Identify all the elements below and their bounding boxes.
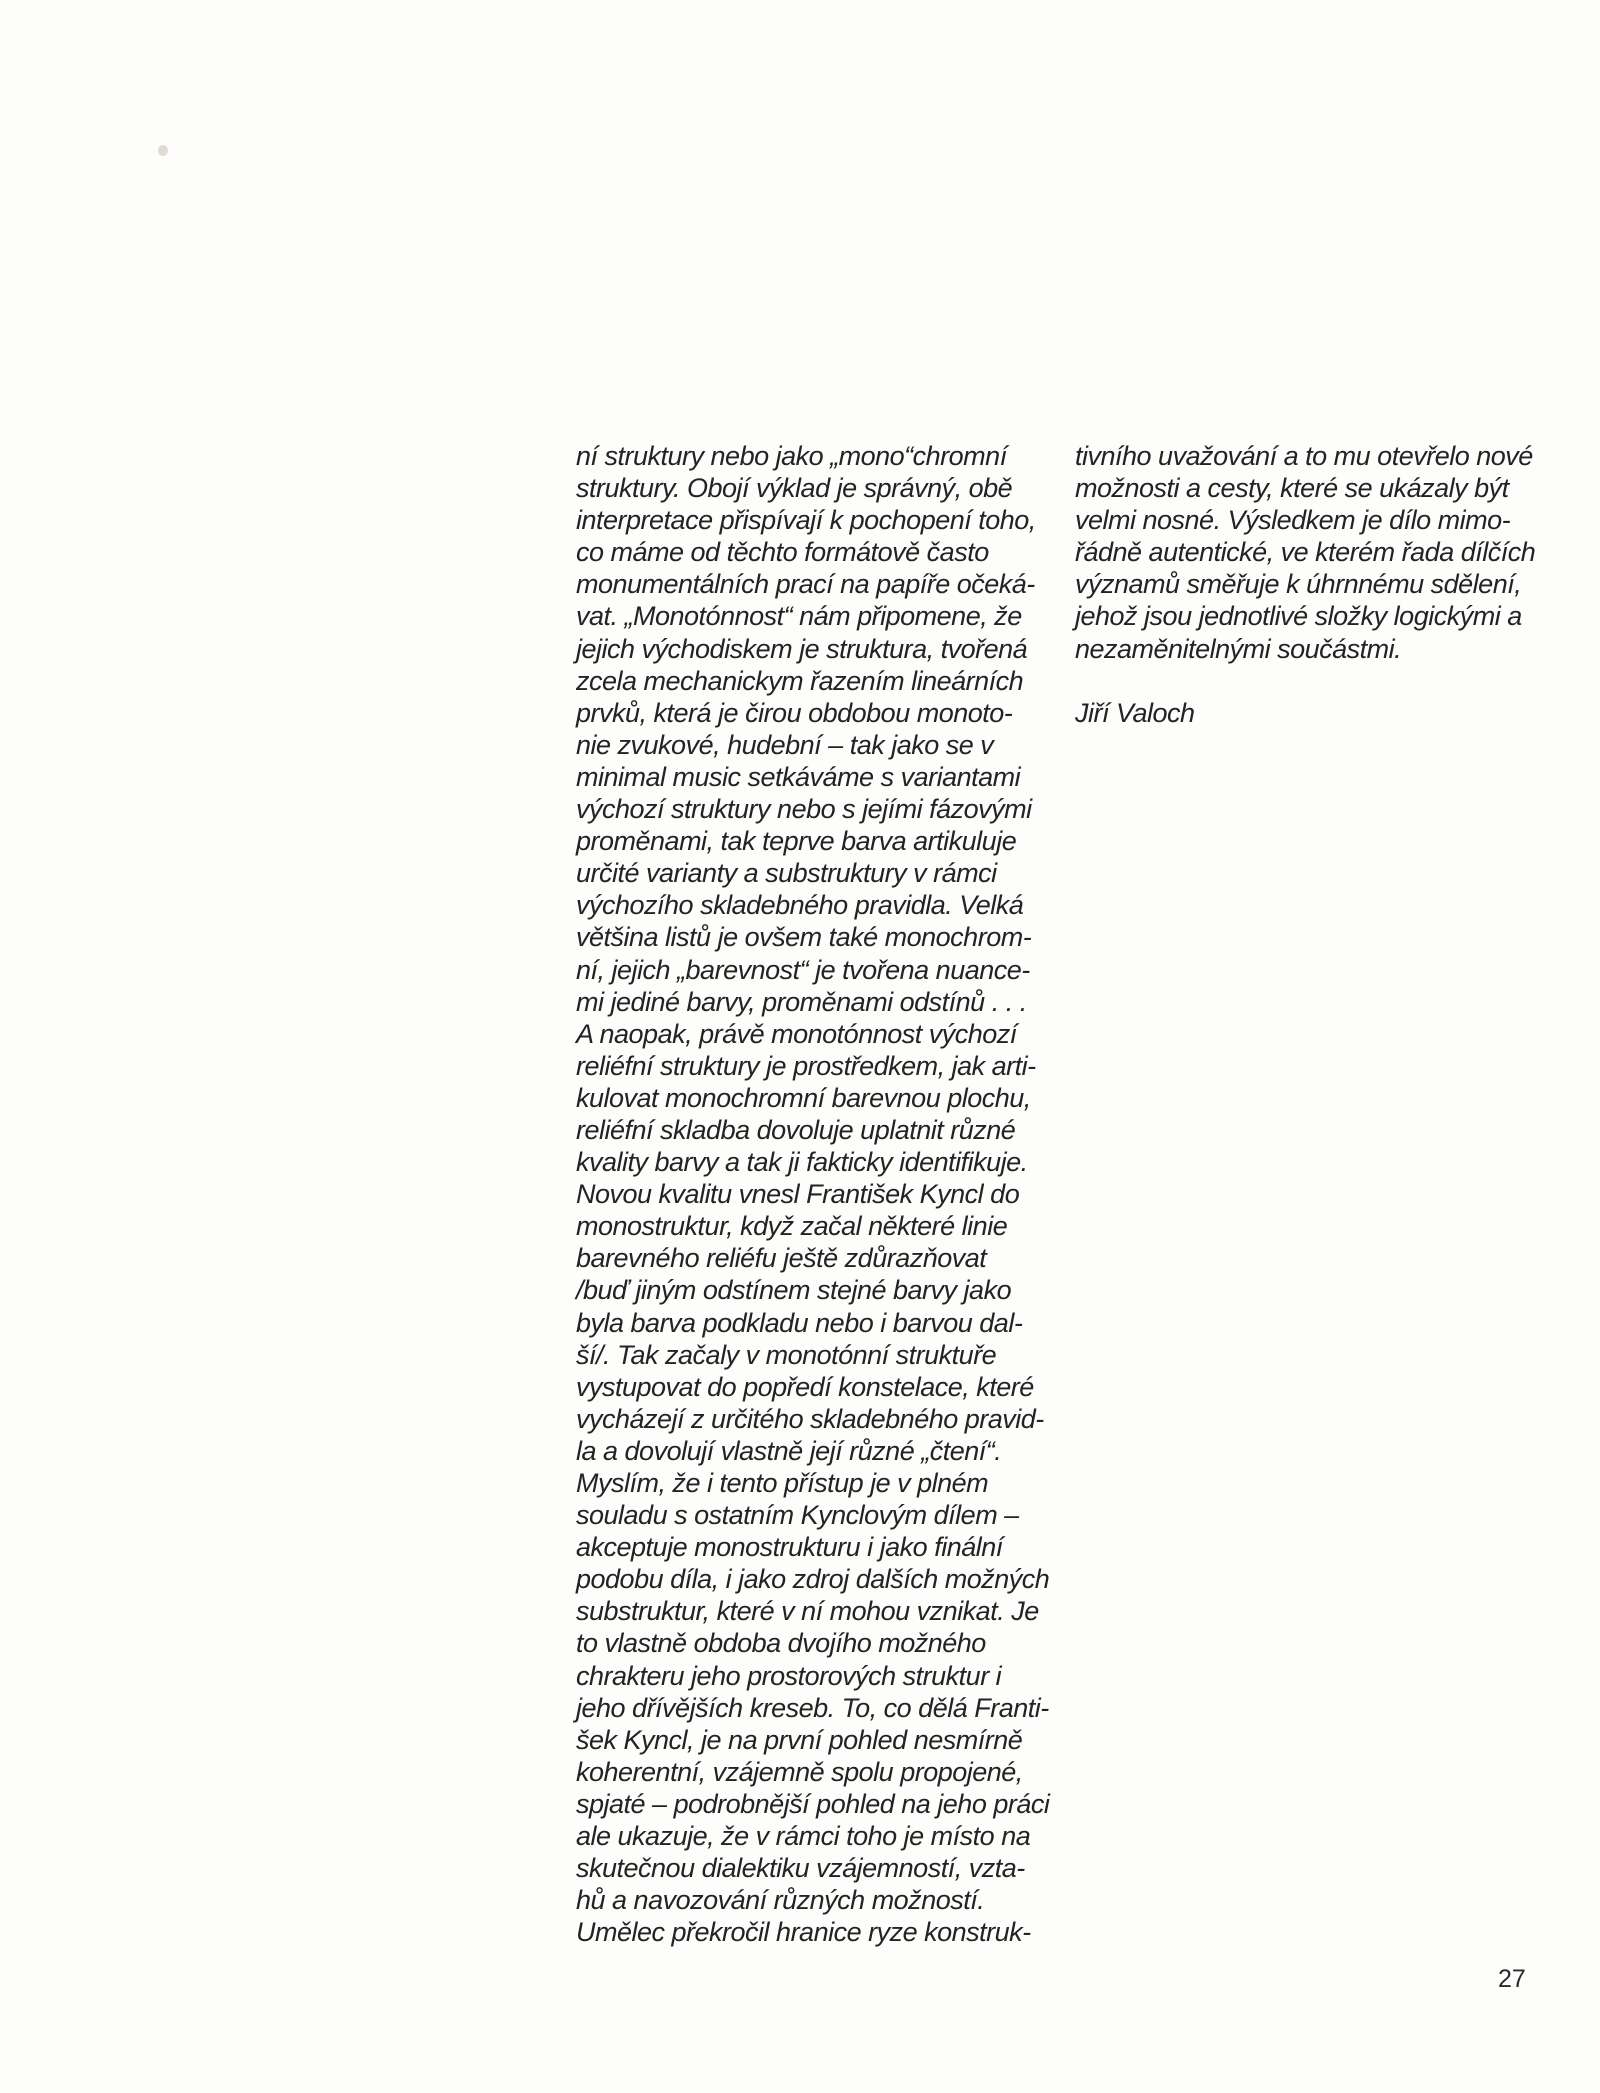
text-line: určité varianty a substruktury v rámci bbox=[576, 858, 997, 889]
text-line: výchozího skladebného pravidla. Velká bbox=[576, 890, 1024, 921]
left-text-column bbox=[576, 440, 1076, 1948]
text-line: mi jediné barvy, proměnami odstínů . . . bbox=[576, 986, 1027, 1017]
text-line: to vlastně obdoba dvojího možného bbox=[576, 1628, 986, 1659]
text-line: možnosti a cesty, které se ukázaly být bbox=[1075, 473, 1509, 504]
text-line: co máme od těchto formátově často bbox=[576, 537, 989, 568]
text-line: barevného reliéfu ještě zdůrazňovat bbox=[576, 1243, 987, 1274]
paper-speck bbox=[158, 145, 168, 156]
text-line: šek Kyncl, je na první pohled nesmírně bbox=[576, 1724, 1023, 1755]
text-line: monostruktur, když začal některé linie bbox=[576, 1211, 1008, 1242]
text-line: nie zvukové, hudební – tak jako se v bbox=[576, 729, 994, 760]
text-line: reliéfní struktury je prostředkem, jak arti- bbox=[576, 1050, 1036, 1081]
text-line: Novou kvalitu vnesl František Kyncl do bbox=[576, 1179, 1020, 1210]
text-line: ní struktury nebo jako „mono“chromní bbox=[576, 441, 1007, 471]
text-line: řádně autentické, ve kterém řada dílčích bbox=[1075, 537, 1536, 568]
text-line: la a dovolují vlastně její různé „čtení“. bbox=[576, 1435, 1002, 1466]
text-line: velmi nosné. Výsledkem je dílo mimo- bbox=[1075, 505, 1511, 536]
text-line: vycházejí z určitého skladebného pravid- bbox=[576, 1403, 1044, 1434]
text-line: výchozí struktury nebo s jejími fázovými bbox=[576, 794, 1032, 825]
text-line: jeho dřívějších kreseb. To, co dělá Franti- bbox=[576, 1692, 1049, 1723]
text-line: A naopak, právě monotónnost výchozí bbox=[576, 1018, 1017, 1049]
text-line: struktury. Obojí výklad je správný, obě bbox=[576, 473, 1013, 504]
text-line: kvality barvy a tak ji fakticky identifikuje. bbox=[576, 1147, 1028, 1178]
text-line: monumentálních prací na papíře očeká- bbox=[576, 569, 1035, 600]
text-line: Umělec překročil hranice ryze konstruk- bbox=[576, 1917, 1031, 1948]
author-signature: Jiří Valoch bbox=[1075, 697, 1195, 728]
text-line: minimal music setkáváme s variantami bbox=[576, 761, 1021, 792]
text-line: souladu s ostatním Kynclovým dílem – bbox=[576, 1500, 1019, 1531]
text-line: ší/. Tak začaly v monotónní struktuře bbox=[576, 1339, 997, 1370]
text-line: proměnami, tak teprve barva artikuluje bbox=[576, 826, 1017, 857]
text-line: významů směřuje k úhrnnému sdělení, bbox=[1075, 569, 1522, 600]
text-line: byla barva podkladu nebo i barvou dal- bbox=[576, 1307, 1023, 1338]
text-line: většina listů je ovšem také monochrom- bbox=[576, 922, 1032, 953]
text-line: tivního uvažování a to mu otevřelo nové bbox=[1075, 441, 1533, 471]
text-line: ale ukazuje, že v rámci toho je místo na bbox=[576, 1821, 1031, 1852]
text-line: hů a navozování různých možností. bbox=[576, 1885, 985, 1916]
text-line: /buď jiným odstínem stejné barvy jako bbox=[576, 1275, 1012, 1306]
text-line: interpretace přispívají k pochopení toho, bbox=[576, 505, 1036, 536]
text-line: spjaté – podrobnější pohled na jeho práci bbox=[576, 1788, 1050, 1819]
text-line: Myslím, že i tento přístup je v plném bbox=[576, 1468, 989, 1498]
text-line: zcela mechanickym řazením lineárních bbox=[576, 665, 1024, 696]
text-line: jejich východiskem je struktura, tvořená bbox=[576, 633, 1028, 664]
text-line: ní, jejich „barevnost“ je tvořena nuance- bbox=[576, 954, 1030, 985]
text-line: nezaměnitelnými součástmi. bbox=[1075, 633, 1402, 664]
text-line: vat. „Monotónnost“ nám připomene, že bbox=[576, 601, 1022, 632]
text-line: vystupovat do popředí konstelace, které bbox=[576, 1371, 1034, 1402]
text-line: koherentní, vzájemně spolu propojené, bbox=[576, 1756, 1023, 1787]
text-line: podobu díla, i jako zdroj dalších možných bbox=[576, 1564, 1050, 1595]
text-line: jehož jsou jednotlivé složky logickými a bbox=[1075, 601, 1522, 632]
text-line: substruktur, které v ní mohou vznikat. Je bbox=[576, 1596, 1039, 1627]
paragraph-gap bbox=[1075, 665, 1545, 697]
text-line: prvků, která je čirou obdobou monoto- bbox=[576, 697, 1013, 728]
right-text-column bbox=[1075, 440, 1545, 729]
text-line: akceptuje monostrukturu i jako finální bbox=[576, 1532, 1003, 1563]
text-line: kulovat monochromní barevnou plochu, bbox=[576, 1082, 1031, 1113]
text-line: reliéfní skladba dovoluje uplatnit různé bbox=[576, 1114, 1016, 1145]
page-number: 27 bbox=[1498, 1965, 1526, 1993]
text-line: skutečnou dialektiku vzájemností, vzta- bbox=[576, 1853, 1025, 1884]
text-line: chrakteru jeho prostorových struktur i bbox=[576, 1660, 1002, 1691]
